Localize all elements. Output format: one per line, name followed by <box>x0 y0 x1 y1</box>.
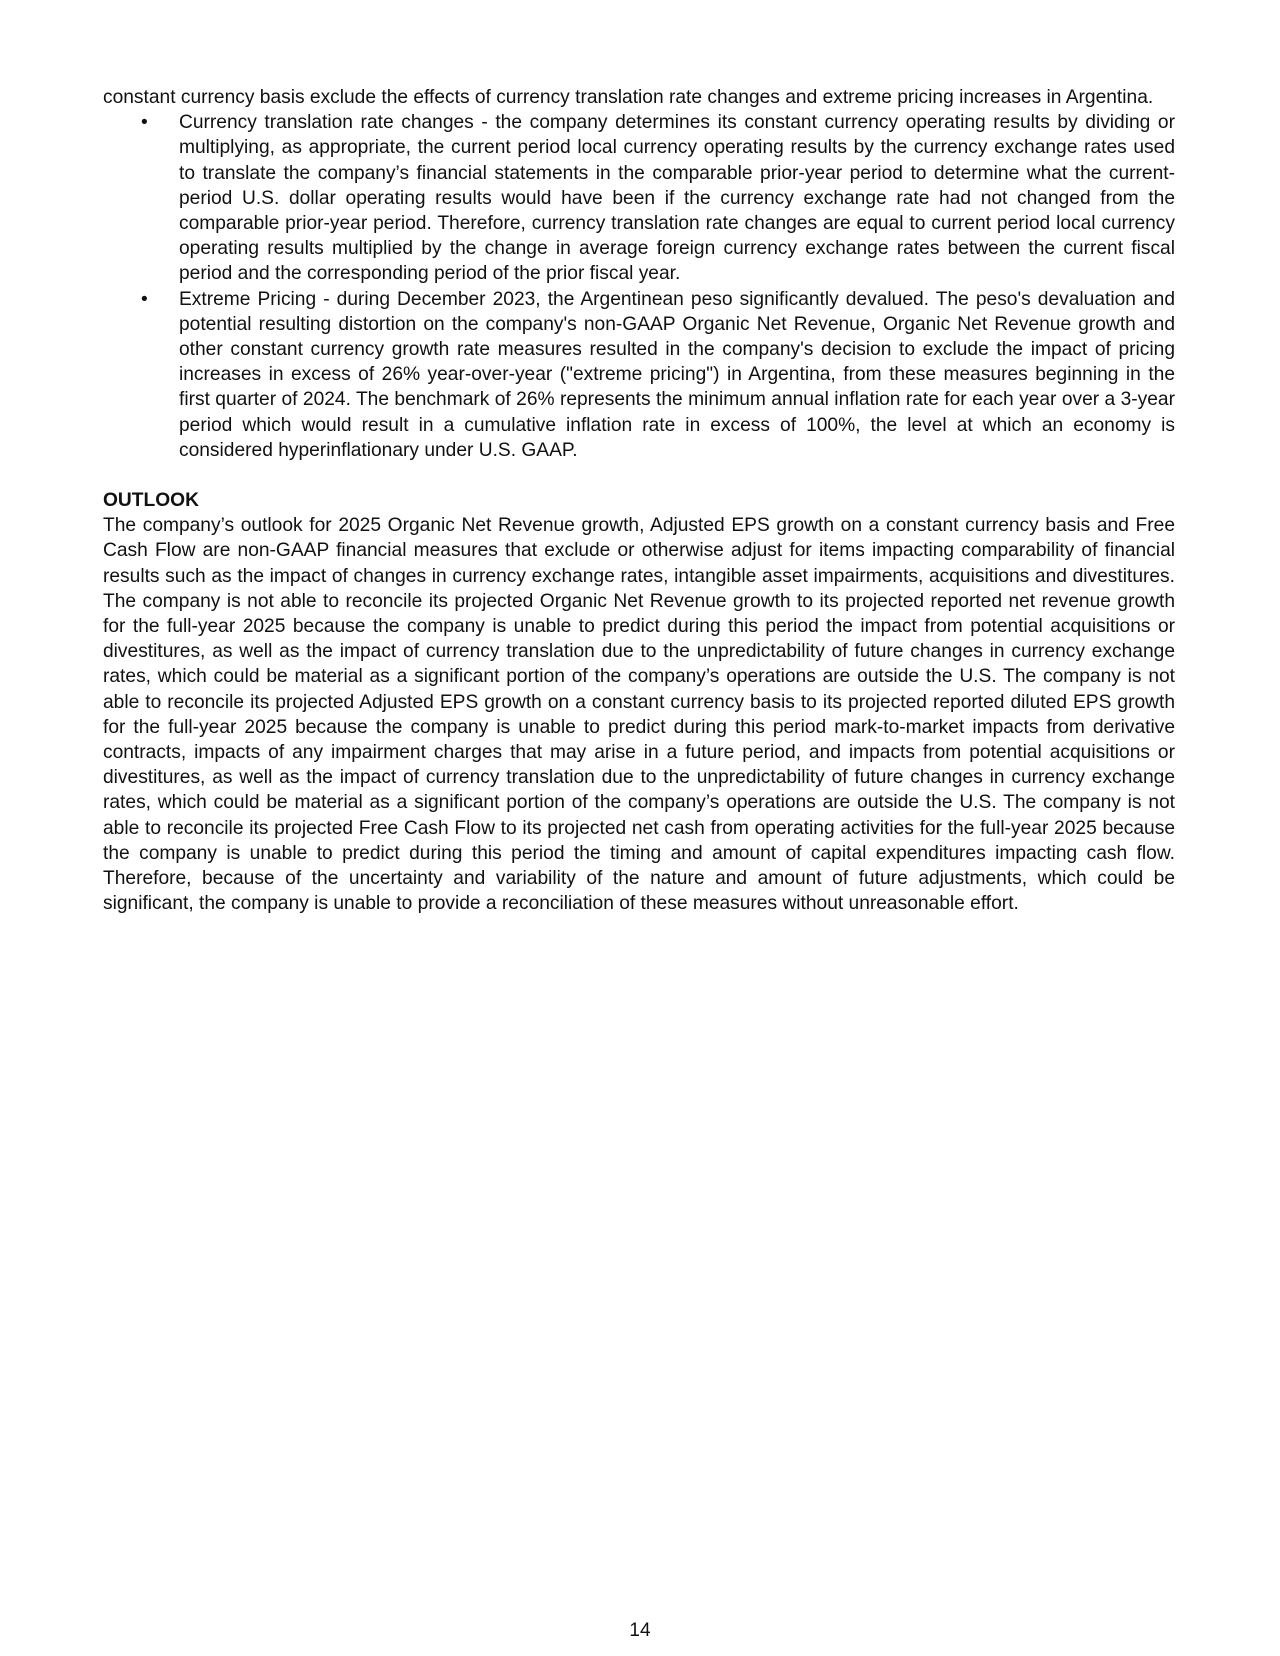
bullet-text: Currency translation rate changes - the company determines its constant currency operating results by dividing or multiplying, as appropriate, the current period local currency operating results by the currency exchange rates used to translate the company’s financial statements in the comparable prior-year period to determine what the current-period U.S. dollar operating results would have been if the currency exchange rate had not changed from the comparable prior-year period. Therefore, currency translation rate changes are equal to current period local currency operating results multiplied by the change in average foreign currency exchange rates between the current fiscal period and the corresponding period of the prior fiscal year. <box>179 112 1175 285</box>
outlook-paragraph: The company’s outlook for 2025 Organic Net Revenue growth, Adjusted EPS growth on a constant currency basis and Free Cash Flow are non-GAAP financial measures that exclude or otherwise adjust for items impacting comparability of financial results such as the impact of changes in currency exchange rates, intangible asset impairments, acquisitions and divestitures. The company is not able to reconcile its projected Organic Net Revenue growth to its projected reported net revenue growth for the full-year 2025 because the company is unable to predict during this period the impact from potential acquisitions or divestitures, as well as the impact of currency translation due to the unpredictability of future changes in currency exchange rates, which could be material as a significant portion of the company’s operations are outside the U.S. The company is not able to reconcile its projected Adjusted EPS growth on a constant currency basis to its projected reported diluted EPS growth for the full-year 2025 because the company is unable to predict during this period mark-to-market impacts from derivative contracts, impacts of any impairment charges that may arise in a future period, and impacts from potential acquisitions or divestitures, as well as the impact of currency translation due to the unpredictability of future changes in currency exchange rates, which could be material as a significant portion of the company’s operations are outside the U.S. The company is not able to reconcile its projected Free Cash Flow to its projected net cash from operating activities for the full-year 2025 because the company is unable to predict during this period the timing and amount of capital expenditures impacting cash flow. Therefore, because of the uncertainty and variability of the nature and amount of future adjustments, which could be significant, the company is unable to provide a reconciliation of these measures without unreasonable effort. <box>103 515 1175 915</box>
outlook-heading: OUTLOOK <box>103 490 199 512</box>
document-body <box>103 85 1175 917</box>
bullet-list <box>103 110 1175 463</box>
bullet-icon: • <box>141 112 148 134</box>
page-number: 14 <box>629 1620 651 1641</box>
intro-paragraph: constant currency basis exclude the effects of currency translation rate changes and extreme pricing increases in Argentina. <box>103 87 1154 108</box>
bullet-icon: • <box>141 288 148 310</box>
bullet-item-currency-translation <box>103 110 1175 286</box>
bullet-text: Extreme Pricing - during December 2023, the Argentinean peso significantly devalued. The peso's devaluation and potential resulting distortion on the company's non-GAAP Organic Net Revenue, Organic Net Revenue growth and other constant currency growth rate measures resulted in the company's decision to exclude the impact of pricing increases in excess of 26% year-over-year ("extreme pricing") in Argentina, from these measures beginning in the first quarter of 2024. The benchmark of 26% represents the minimum annual inflation rate for each year over a 3-year period which would result in a cumulative inflation rate in excess of 100%, the level at which an economy is considered hyperinflationary under U.S. GAAP. <box>179 288 1175 461</box>
bullet-item-extreme-pricing <box>103 287 1175 463</box>
